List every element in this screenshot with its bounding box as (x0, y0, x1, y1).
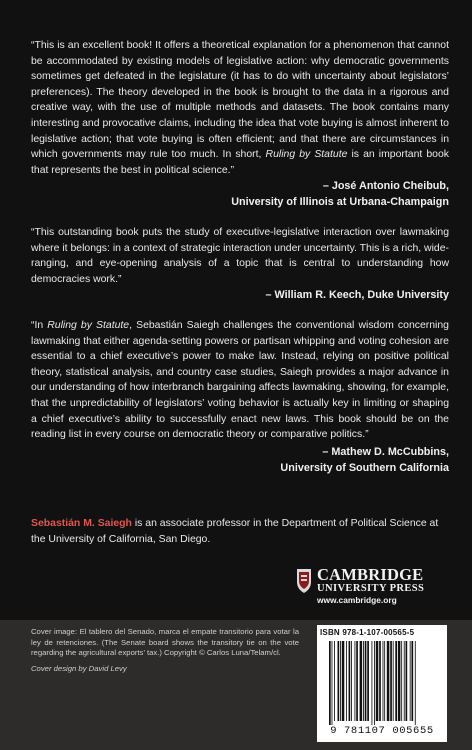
barcode-bar (404, 641, 405, 721)
barcode-bar (401, 641, 402, 721)
review-3-book-title: Ruling by Statute (47, 320, 130, 331)
review-1 (31, 38, 449, 211)
barcode-bar (349, 641, 351, 721)
cover-credits (31, 627, 299, 674)
barcode-bars (329, 641, 435, 725)
publisher-block (317, 566, 447, 606)
barcode-bar (340, 641, 341, 721)
publisher-subname: UNIVERSITY PRESS (317, 583, 425, 594)
isbn-label: ISBN 978-1-107-00565-5 (320, 628, 415, 637)
barcode-bar (363, 641, 364, 721)
cover-design-credit: Cover design by David Levy (31, 663, 127, 673)
cambridge-shield-icon (296, 568, 312, 594)
barcode-bar (351, 641, 352, 721)
review-3 (31, 318, 449, 476)
review-2 (31, 225, 449, 304)
barcode-bar (365, 641, 367, 721)
review-2-text: “This outstanding book puts the study of executive-legislative interaction over lawmaking where it belongs: in a context of strategic interaction under uncertainty. This is a rich, wide-ranging, and eye-opening analysis of a topic that is central to understanding how democracies work.” (31, 227, 449, 285)
barcode-bar (342, 641, 345, 721)
cover-image-credit: Cover image: El tablero del Senado, marca el empate transitorio para votar la ley de retenciones. (The Senate board shows the transitory tie on the vote regarding the agricultural exports’ tax.) Copyright © Carlos Luna/Telam/cl. (31, 627, 299, 657)
barcode-bar (346, 641, 347, 721)
barcode-bar (355, 641, 356, 721)
barcode-bar (411, 641, 413, 721)
barcode-bar (398, 641, 401, 721)
review-2-attribution: – William R. Keech, Duke University (265, 289, 449, 302)
review-3-affiliation: University of Southern California (280, 461, 449, 474)
barcode-bar (383, 641, 384, 721)
barcode-bar (376, 641, 379, 721)
barcode-bar (415, 641, 416, 725)
author-name: Sebastián M. Saiegh (31, 518, 132, 529)
review-3-attribution: – Mathew D. McCubbins, (322, 445, 449, 458)
barcode-bar (384, 641, 385, 721)
barcode-bar (379, 641, 381, 721)
barcode-bar (410, 641, 411, 721)
barcode-bar (387, 641, 390, 721)
barcode-bar (360, 641, 363, 721)
author-bio (31, 516, 449, 547)
barcode-bar (332, 641, 333, 725)
review-1-text: “This is an excellent book! It offers a theoretical explanation for a phenomenon that cannot be accommodated by existing models of legislative action: why democratic governments sometimes get defeated in the legislature (it has to do with uncertainty about legislators’ preferences). The theory developed in the book is brought to the data in a rigorous and creative way, with the use of multiple methods and datasets. The book contains many interesting and provocative claims, including the idea that vote buying is almost inherent to legislative action; that vote buying is often efficient; and that there are circumstances in which governments may rule too much. In short, Ruling by Statute is an important book that represents the best in political science.” (31, 40, 450, 176)
barcode-bar (393, 641, 394, 721)
author-bio-text: is an associate professor in the Department of Political Science at the University of California, San Diego. (31, 518, 439, 545)
review-1-affiliation: University of Illinois at Urbana-Champaign (231, 196, 449, 209)
publisher-url: www.cambridge.org (317, 595, 397, 605)
barcode-bar (334, 641, 335, 721)
barcode-bar (356, 641, 358, 721)
barcode-bar (367, 641, 369, 721)
barcode-bar (390, 641, 392, 721)
barcode-bar (338, 641, 340, 721)
review-3-text: “In Ruling by Statute, Sebastián Saiegh challenges the conventional wisdom concerning lawmaking that either agenda-setting powers or partisan whipping and voting cohesion are essential to a chief executive’s power to make law. Instead, relying on positive political theory, statistical analysis, and country case studies, Saiegh provides a major advance in our understanding of how interbranch bargaining affects lawmaking, showing, for example, that the unpredictability of legislators’ voting behavior is actually key in limiting or shaping a chief executive’s ability to successfully enact new laws. This book should be on the reading list in every course on democratic theory or comparative politics.” (31, 320, 449, 441)
barcode-bar (406, 641, 408, 721)
review-1-attribution: – José Antonio Cheibub, (322, 180, 449, 193)
barcode-bar (395, 641, 397, 721)
publisher-name: CAMBRIDGE (317, 565, 424, 584)
barcode-bar (329, 641, 331, 725)
review-1-book-title: Ruling by Statute (265, 149, 348, 161)
barcode-bar (374, 641, 375, 725)
barcode-number: 9 781107 005655 (330, 725, 434, 737)
barcode-panel (317, 625, 447, 742)
barcode-bar (372, 641, 373, 725)
